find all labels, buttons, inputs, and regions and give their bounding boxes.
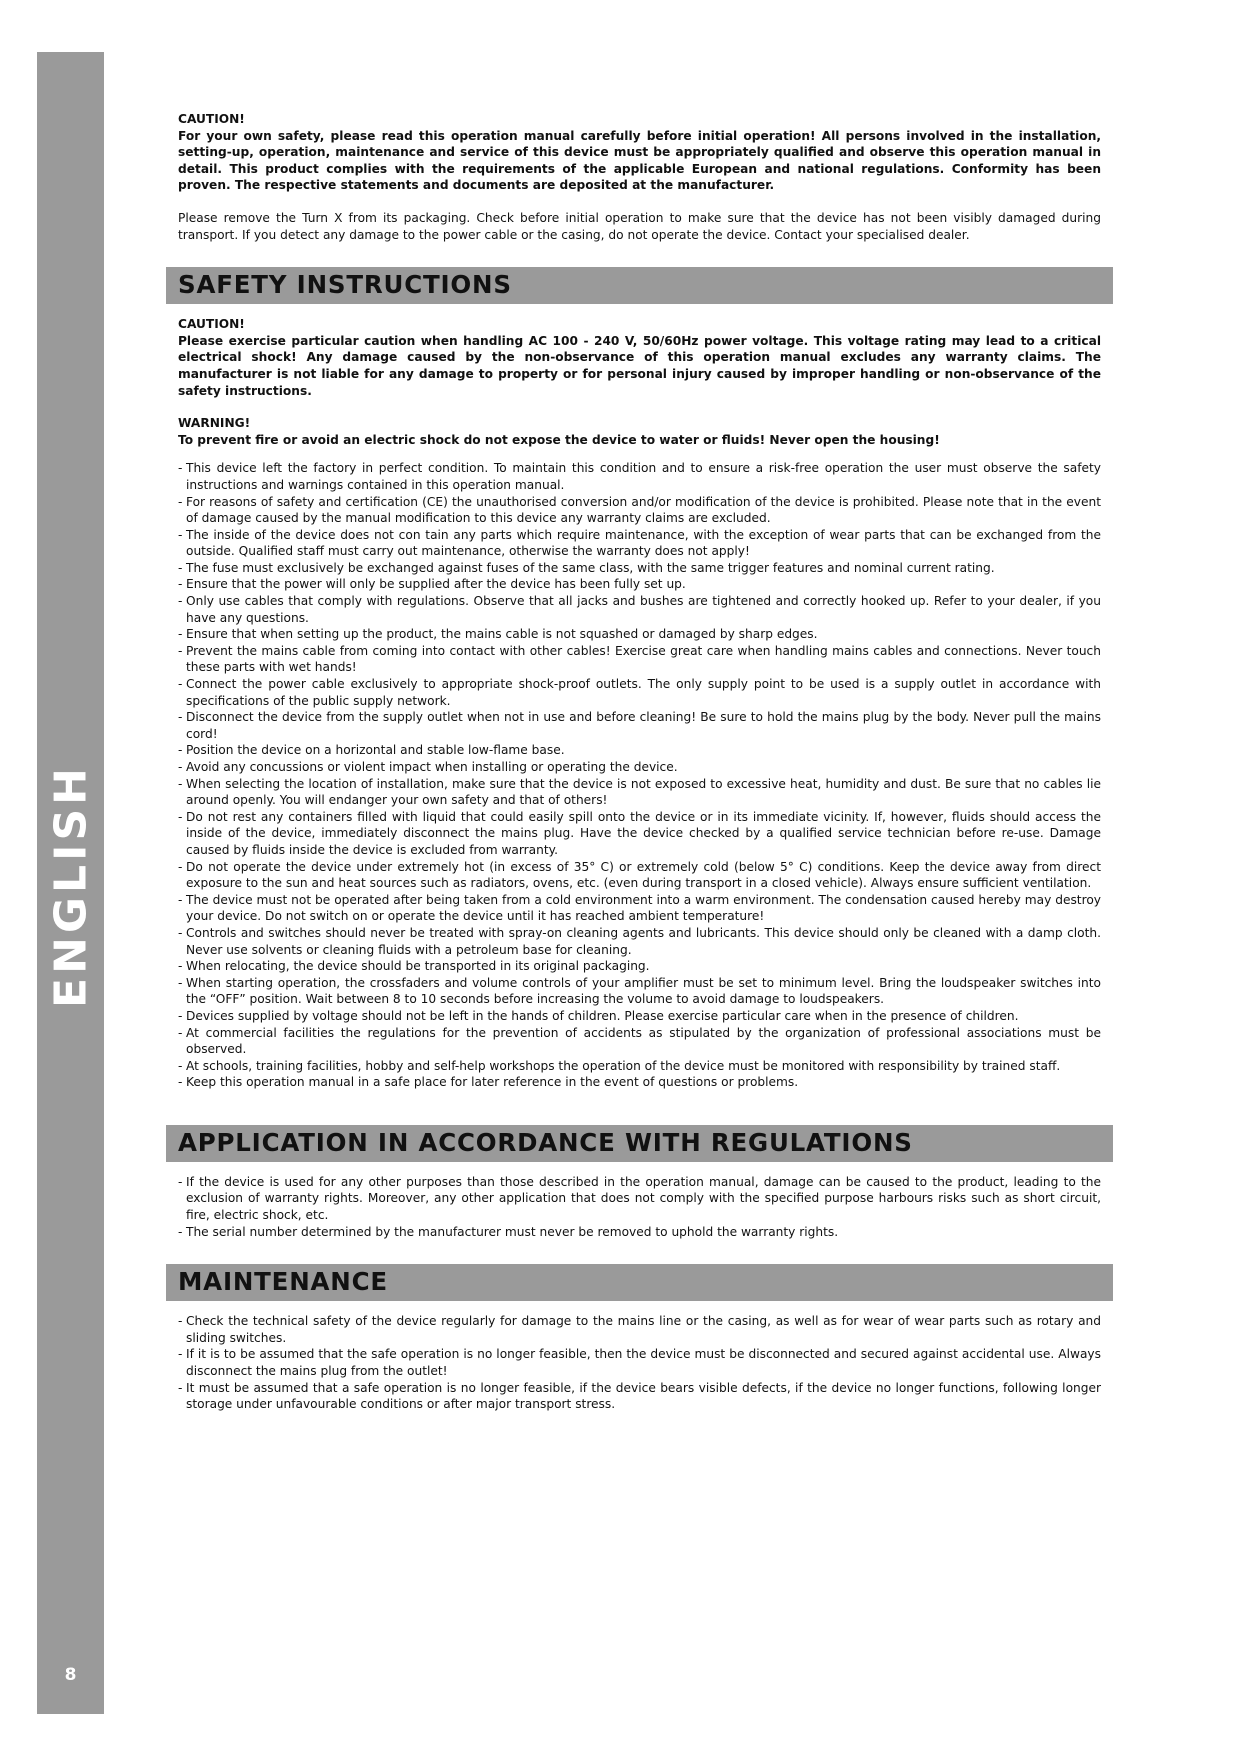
list-item: - Keep this operation manual in a safe place for later reference in the event of questions or problems. [178,1074,1101,1091]
list-item: - At commercial facilities the regulations for the prevention of accidents as stipulated by the organization of professional associations must be observed. [178,1025,1101,1058]
safety-warning-heading: WARNING! [178,416,251,431]
list-item: - Check the technical safety of the device regularly for damage to the mains line or the casing, as well as for wear of wear parts such as rotary and sliding switches. [178,1313,1101,1346]
list-item: - When relocating, the device should be transported in its original packaging. [178,958,1101,975]
list-item: - When selecting the location of installation, make sure that the device is not exposed to excessive heat, humidity and dust. Be sure that no cables lie around openly. You will endanger your own safety and that of others! [178,776,1101,809]
list-item: - If the device is used for any other purposes than those described in the operation manual, damage can be caused to the product, leading to the exclusion of warranty rights. Moreover, any other application that does not comply with the specified purpose harbours risks such as short circuit, fire, electric shock, etc. [178,1174,1101,1224]
list-item: - If it is to be assumed that the safe operation is no longer feasible, then the device must be disconnected and secured against accidental use. Always disconnect the mains plug from the outlet! [178,1346,1101,1379]
list-item: - The serial number determined by the manufacturer must never be removed to uphold the warranty rights. [178,1224,1101,1241]
list-item: - At schools, training facilities, hobby and self-help workshops the operation of the device must be monitored with responsibility by trained staff. [178,1058,1101,1075]
list-item: - Do not rest any containers filled with liquid that could easily spill onto the device or in its immediate vicinity. If, however, fluids should access the inside of the device, immediately disconnect the mains plug. Have the device checked by a qualified service technician before re-use. Damage caused by fluids inside the device is excluded from warranty. [178,809,1101,859]
list-item: - Connect the power cable exclusively to appropriate shock-proof outlets. The only supply point to be used is a supply outlet in accordance with specifications of the public supply network. [178,676,1101,709]
list-item: - For reasons of safety and certification (CE) the unauthorised conversion and/or modification of the device is prohibited. Please note that in the event of damage caused by the manual modification to this device any warranty claims are excluded. [178,494,1101,527]
maintenance-section-header [166,1264,1113,1301]
list-item: - When starting operation, the crossfaders and volume controls of your amplifier must be set to minimum level. Bring the loudspeaker switches into the “OFF” position. Wait between 8 to 10 seconds before increasing the volume to avoid damage to loudspeakers. [178,975,1101,1008]
maintenance-list [178,1313,1101,1413]
language-label: ENGLISH [45,764,97,1008]
list-item: - The device must not be operated after being taken from a cold environment into a warm environment. The condensation caused hereby may destroy your device. Do not switch on or operate the device until it has reached ambient temperature! [178,892,1101,925]
intro-caution-block [178,111,1101,194]
safety-caution-text: Please exercise particular caution when handling AC 100 - 240 V, 50/60Hz power voltage. This voltage rating may lead to a critical electrical shock! Any damage caused by the non-observance of this operation manual excludes any warranty claims. The manufacturer is not liable for any damage to property or for personal injury caused by improper handling or non-observance of the safety instructions. [178,333,1101,398]
list-item: - It must be assumed that a safe operation is no longer feasible, if the device bears visible defects, if the device no longer functions, following longer storage under unfavourable conditions or after major transport stress. [178,1380,1101,1413]
list-item: - The fuse must exclusively be exchanged against fuses of the same class, with the same trigger features and nominal current rating. [178,560,1101,577]
page-number: 8 [64,1665,77,1685]
list-item: - Ensure that the power will only be supplied after the device has been fully set up. [178,576,1101,593]
safety-caution-block [178,316,1101,399]
safety-warning-text: To prevent fire or avoid an electric shock do not expose the device to water or fluids! Never open the housing! [178,432,940,447]
list-item: - This device left the factory in perfect condition. To maintain this condition and to ensure a risk-free operation the user must observe the safety instructions and warnings contained in this operation manual. [178,460,1101,493]
list-item: - Disconnect the device from the supply outlet when not in use and before cleaning! Be sure to hold the mains plug by the body. Never pull the mains cord! [178,709,1101,742]
list-item: - Only use cables that comply with regulations. Observe that all jacks and bushes are tightened and correctly hooked up. Refer to your dealer, if you have any questions. [178,593,1101,626]
safety-caution-heading: CAUTION! [178,317,245,332]
list-item: - Controls and switches should never be treated with spray-on cleaning agents and lubricants. This device should only be cleaned with a damp cloth. Never use solvents or cleaning fluids with a petroleum base for cleaning. [178,925,1101,958]
list-item: - Avoid any concussions or violent impact when installing or operating the device. [178,759,1101,776]
application-section-title: APPLICATION IN ACCORDANCE WITH REGULATIONS [178,1128,913,1158]
safety-section-header [166,267,1113,304]
intro-caution-text: For your own safety, please read this operation manual carefully before initial operation! All persons involved in the installation, setting-up, operation, maintenance and service of this device must be appropriately qualified and observe this operation manual in detail. This product complies with the requirements of the applicable European and national regulations. Conformity has been proven. The respective statements and documents are deposited at the manufacturer. [178,128,1101,193]
list-item: - Position the device on a horizontal and stable low-flame base. [178,742,1101,759]
list-item: - Devices supplied by voltage should not be left in the hands of children. Please exercise particular care when in the presence of children. [178,1008,1101,1025]
application-section-header [166,1125,1113,1162]
page-content [178,111,1101,1413]
safety-instructions-list [178,460,1101,1091]
list-item: - Prevent the mains cable from coming into contact with other cables! Exercise great care when handling mains cables and connections. Never touch these parts with wet hands! [178,643,1101,676]
list-item: - The inside of the device does not con tain any parts which require maintenance, with the exception of wear parts that can be exchanged from the outside. Qualified staff must carry out maintenance, otherwise the warranty does not apply! [178,527,1101,560]
unpack-paragraph: Please remove the Turn X from its packaging. Check before initial operation to make sure that the device has not been visibly damaged during transport. If you detect any damage to the power cable or the casing, do not operate the device. Contact your specialised dealer. [178,210,1101,242]
list-item: - Do not operate the device under extremely hot (in excess of 35° C) or extremely cold (below 5° C) conditions. Keep the device away from direct exposure to the sun and heat sources such as radiators, ovens, etc. (even during transport in a closed vehicle). Always ensure sufficient ventilation. [178,859,1101,892]
safety-warning-block [178,415,1101,448]
application-list [178,1174,1101,1240]
safety-section-title: SAFETY INSTRUCTIONS [178,270,512,300]
maintenance-section-title: MAINTENANCE [178,1267,388,1297]
list-item: - Ensure that when setting up the product, the mains cable is not squashed or damaged by sharp edges. [178,626,1101,643]
intro-caution-heading: CAUTION! [178,112,245,126]
